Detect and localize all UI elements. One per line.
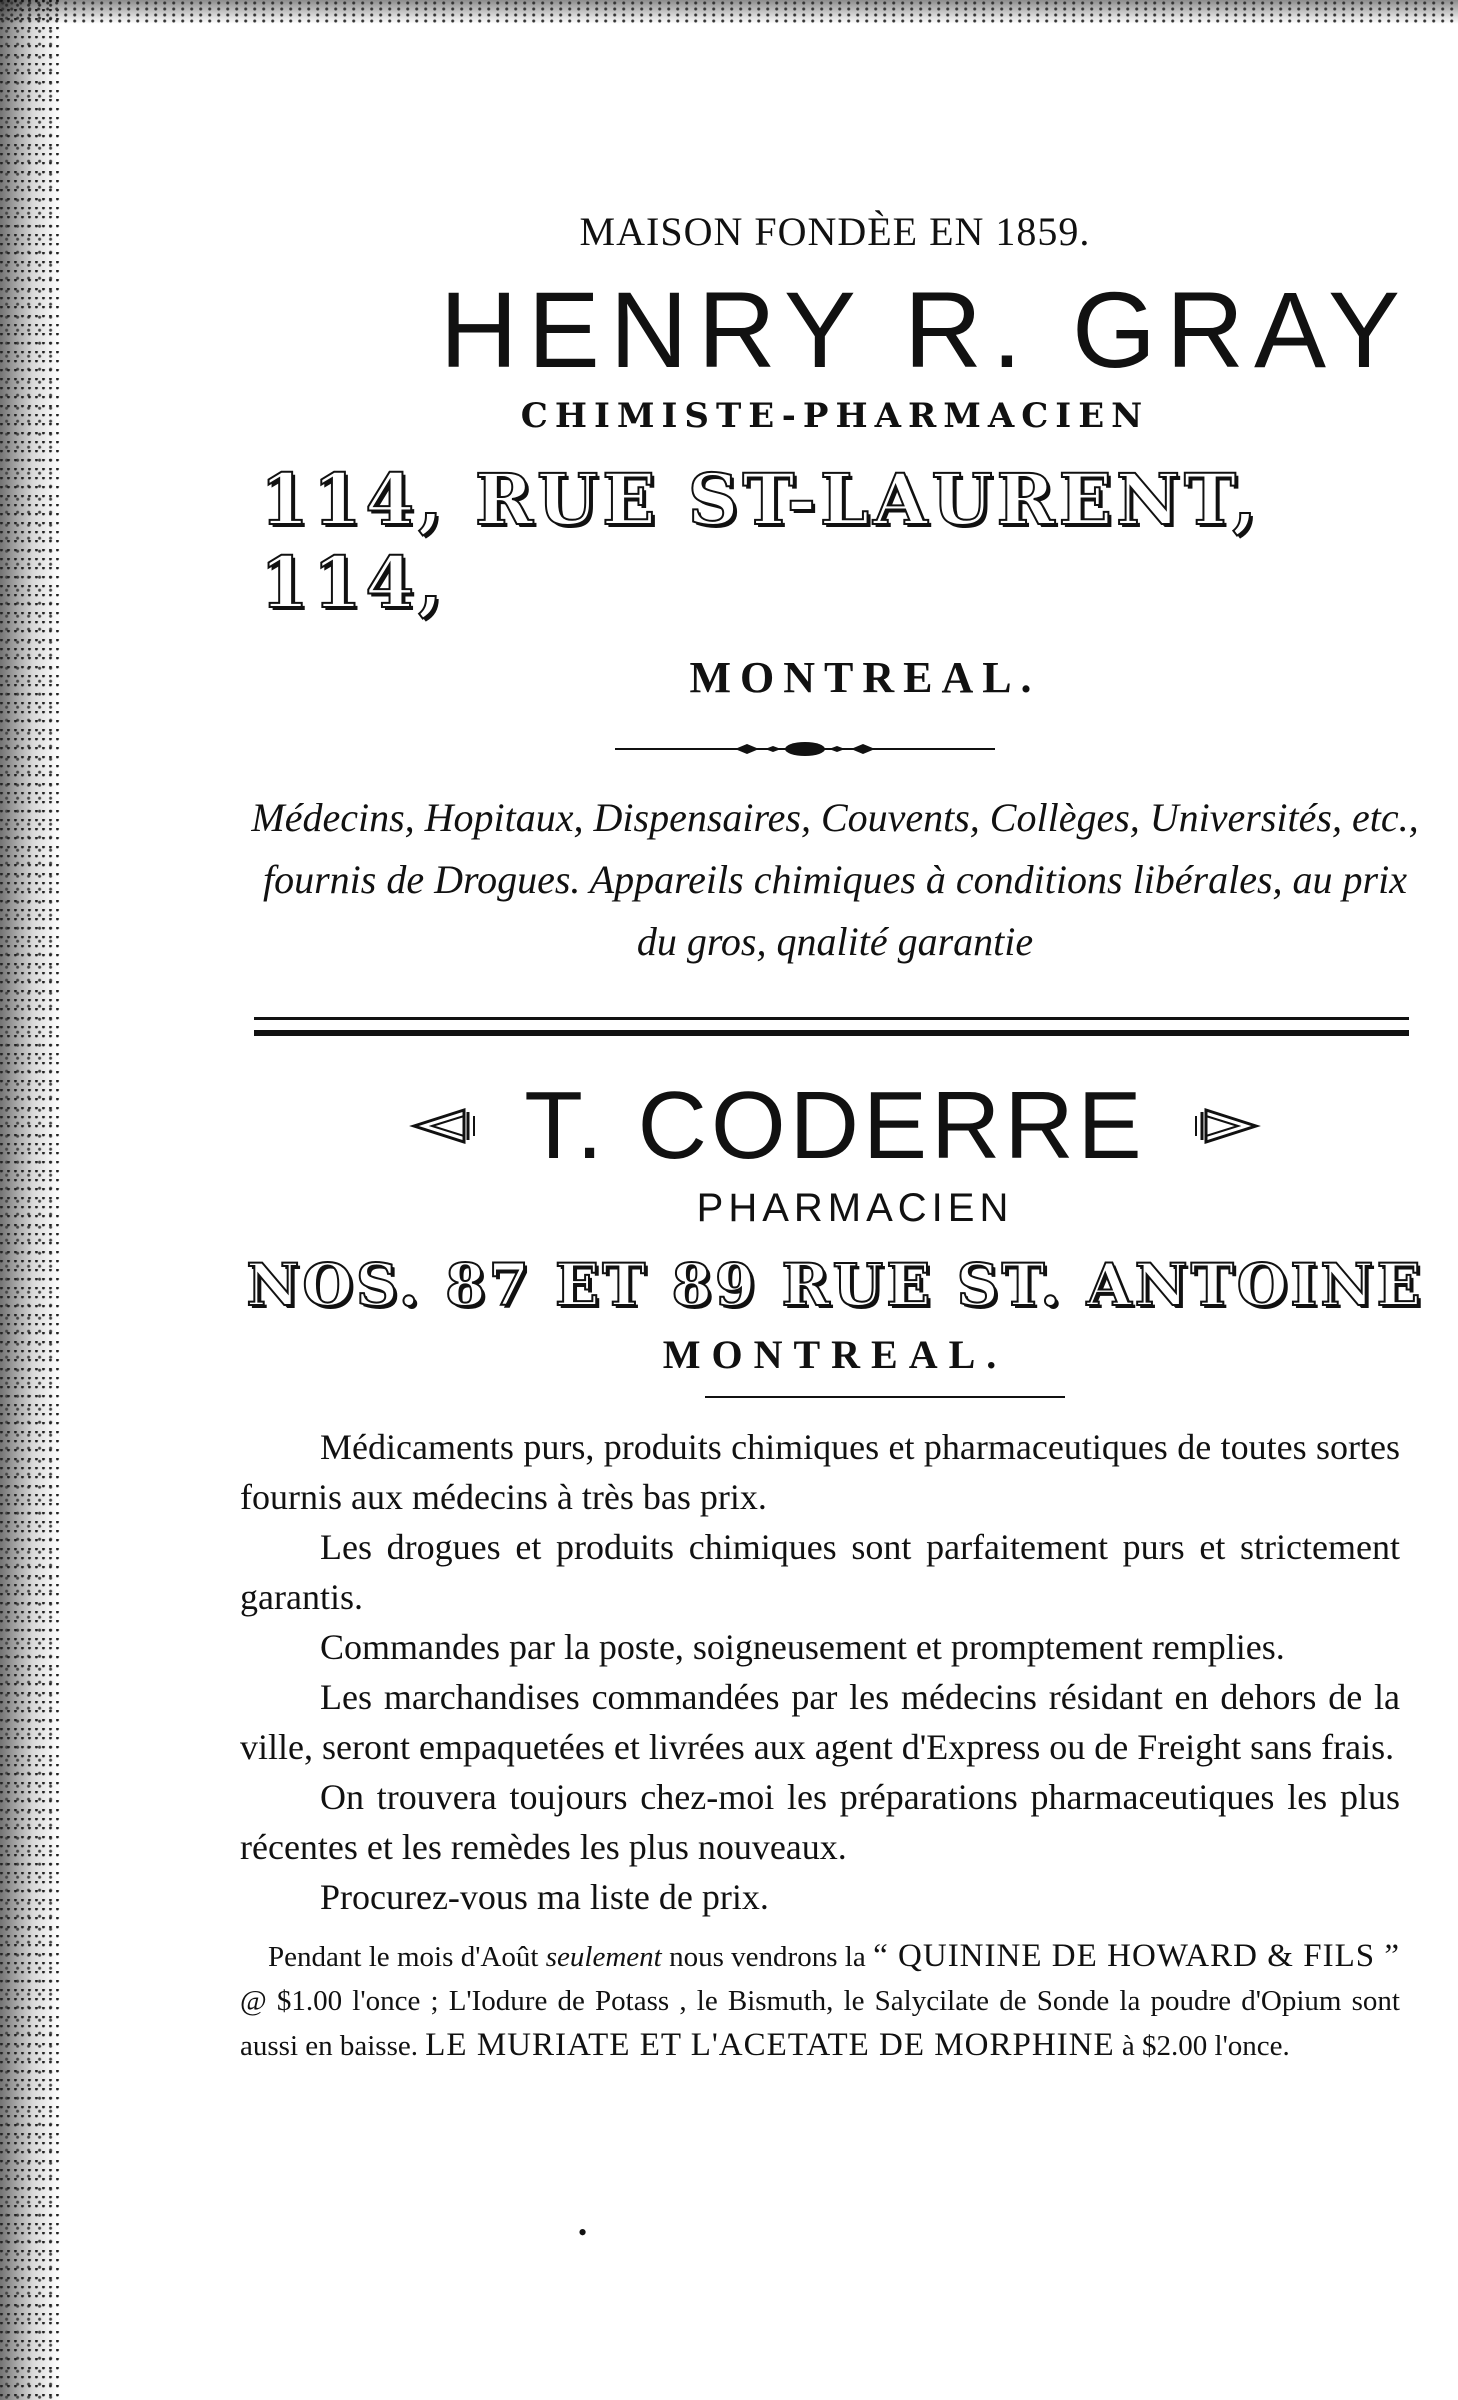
gray-description: Médecins, Hopitaux, Dispensaires, Couvents, Collèges, Universités, etc., fournis de Drogues. Appareils chimiques à conditions libérales, au prix du gros, qnalité garantie bbox=[251, 795, 1419, 965]
gray-city: MONTREAL. bbox=[689, 653, 1041, 703]
coderre-address: NOS. 87 ET 89 RUE ST. ANTOINE bbox=[246, 1251, 1424, 1320]
august-offer-note bbox=[240, 1934, 1430, 2068]
note-part: à $2.00 l'once. bbox=[1121, 2030, 1290, 2063]
scan-edge-noise bbox=[0, 0, 60, 2400]
coderre-profession: PHARMACIEN bbox=[696, 1186, 1014, 1231]
advertisement-page bbox=[240, 200, 1430, 2068]
paragraph: Commandes par la poste, soigneusement et promptement remplies. bbox=[320, 1627, 1285, 1668]
gray-name-heading: HENRY R. GRAY bbox=[439, 269, 1410, 390]
thin-rule bbox=[705, 1396, 1065, 1398]
ornament-rule bbox=[615, 737, 995, 761]
note-part: Pendant le mois d'Août bbox=[268, 1941, 539, 1974]
coderre-name-heading bbox=[240, 1072, 1430, 1180]
paragraph: On trouvera toujours chez-moi les préparations pharmaceutiques les plus récentes et les remèdes les plus nouveaux. bbox=[240, 1777, 1400, 1868]
note-part: @ $1.00 l'once ; L'Iodure de Potass , le Bismuth, le Salycilate de Sonde la poudre d'Opium sont aussi en baisse. bbox=[240, 1985, 1400, 2063]
left-arrow-ornament-icon bbox=[404, 1106, 514, 1146]
paragraph: Les drogues et produits chimiques sont parfaitement purs et strictement garantis. bbox=[240, 1527, 1400, 1618]
coderre-advertisement bbox=[240, 1072, 1430, 2068]
coderre-name-text: T. CODERRE bbox=[524, 1072, 1146, 1180]
gray-profession: CHIMISTE-PHARMACIEN bbox=[520, 396, 1150, 437]
note-part: seulement bbox=[545, 1941, 662, 1974]
footer-mark: • bbox=[578, 2218, 588, 2247]
gray-address: 114, RUE ST-LAURENT, 114, bbox=[260, 458, 1261, 625]
note-part: “ QUININE DE HOWARD & FILS ” bbox=[873, 1938, 1401, 1975]
paragraph: Les marchandises commandées par les médecins résidant en dehors de la ville, seront empaquetées et livrées aux agent d'Express ou de Freight sans frais. bbox=[240, 1677, 1400, 1768]
note-part: LE MURIATE ET L'ACETATE DE MORPHINE bbox=[425, 2027, 1115, 2064]
coderre-body bbox=[240, 1422, 1430, 1922]
note-part: nous vendrons la bbox=[669, 1941, 866, 1974]
paragraph: Médicaments purs, produits chimiques et pharmaceutiques de toutes sortes fournis aux médecins à très bas prix. bbox=[240, 1427, 1400, 1518]
scan-top-noise bbox=[0, 0, 1458, 24]
right-arrow-ornament-icon bbox=[1156, 1106, 1266, 1146]
founded-line: MAISON FONDÈE EN 1859. bbox=[579, 209, 1091, 254]
gray-advertisement bbox=[240, 208, 1430, 973]
section-divider bbox=[254, 1017, 1409, 1036]
coderre-city: MONTREAL. bbox=[662, 1332, 1008, 1378]
paragraph: Procurez-vous ma liste de prix. bbox=[320, 1877, 769, 1918]
